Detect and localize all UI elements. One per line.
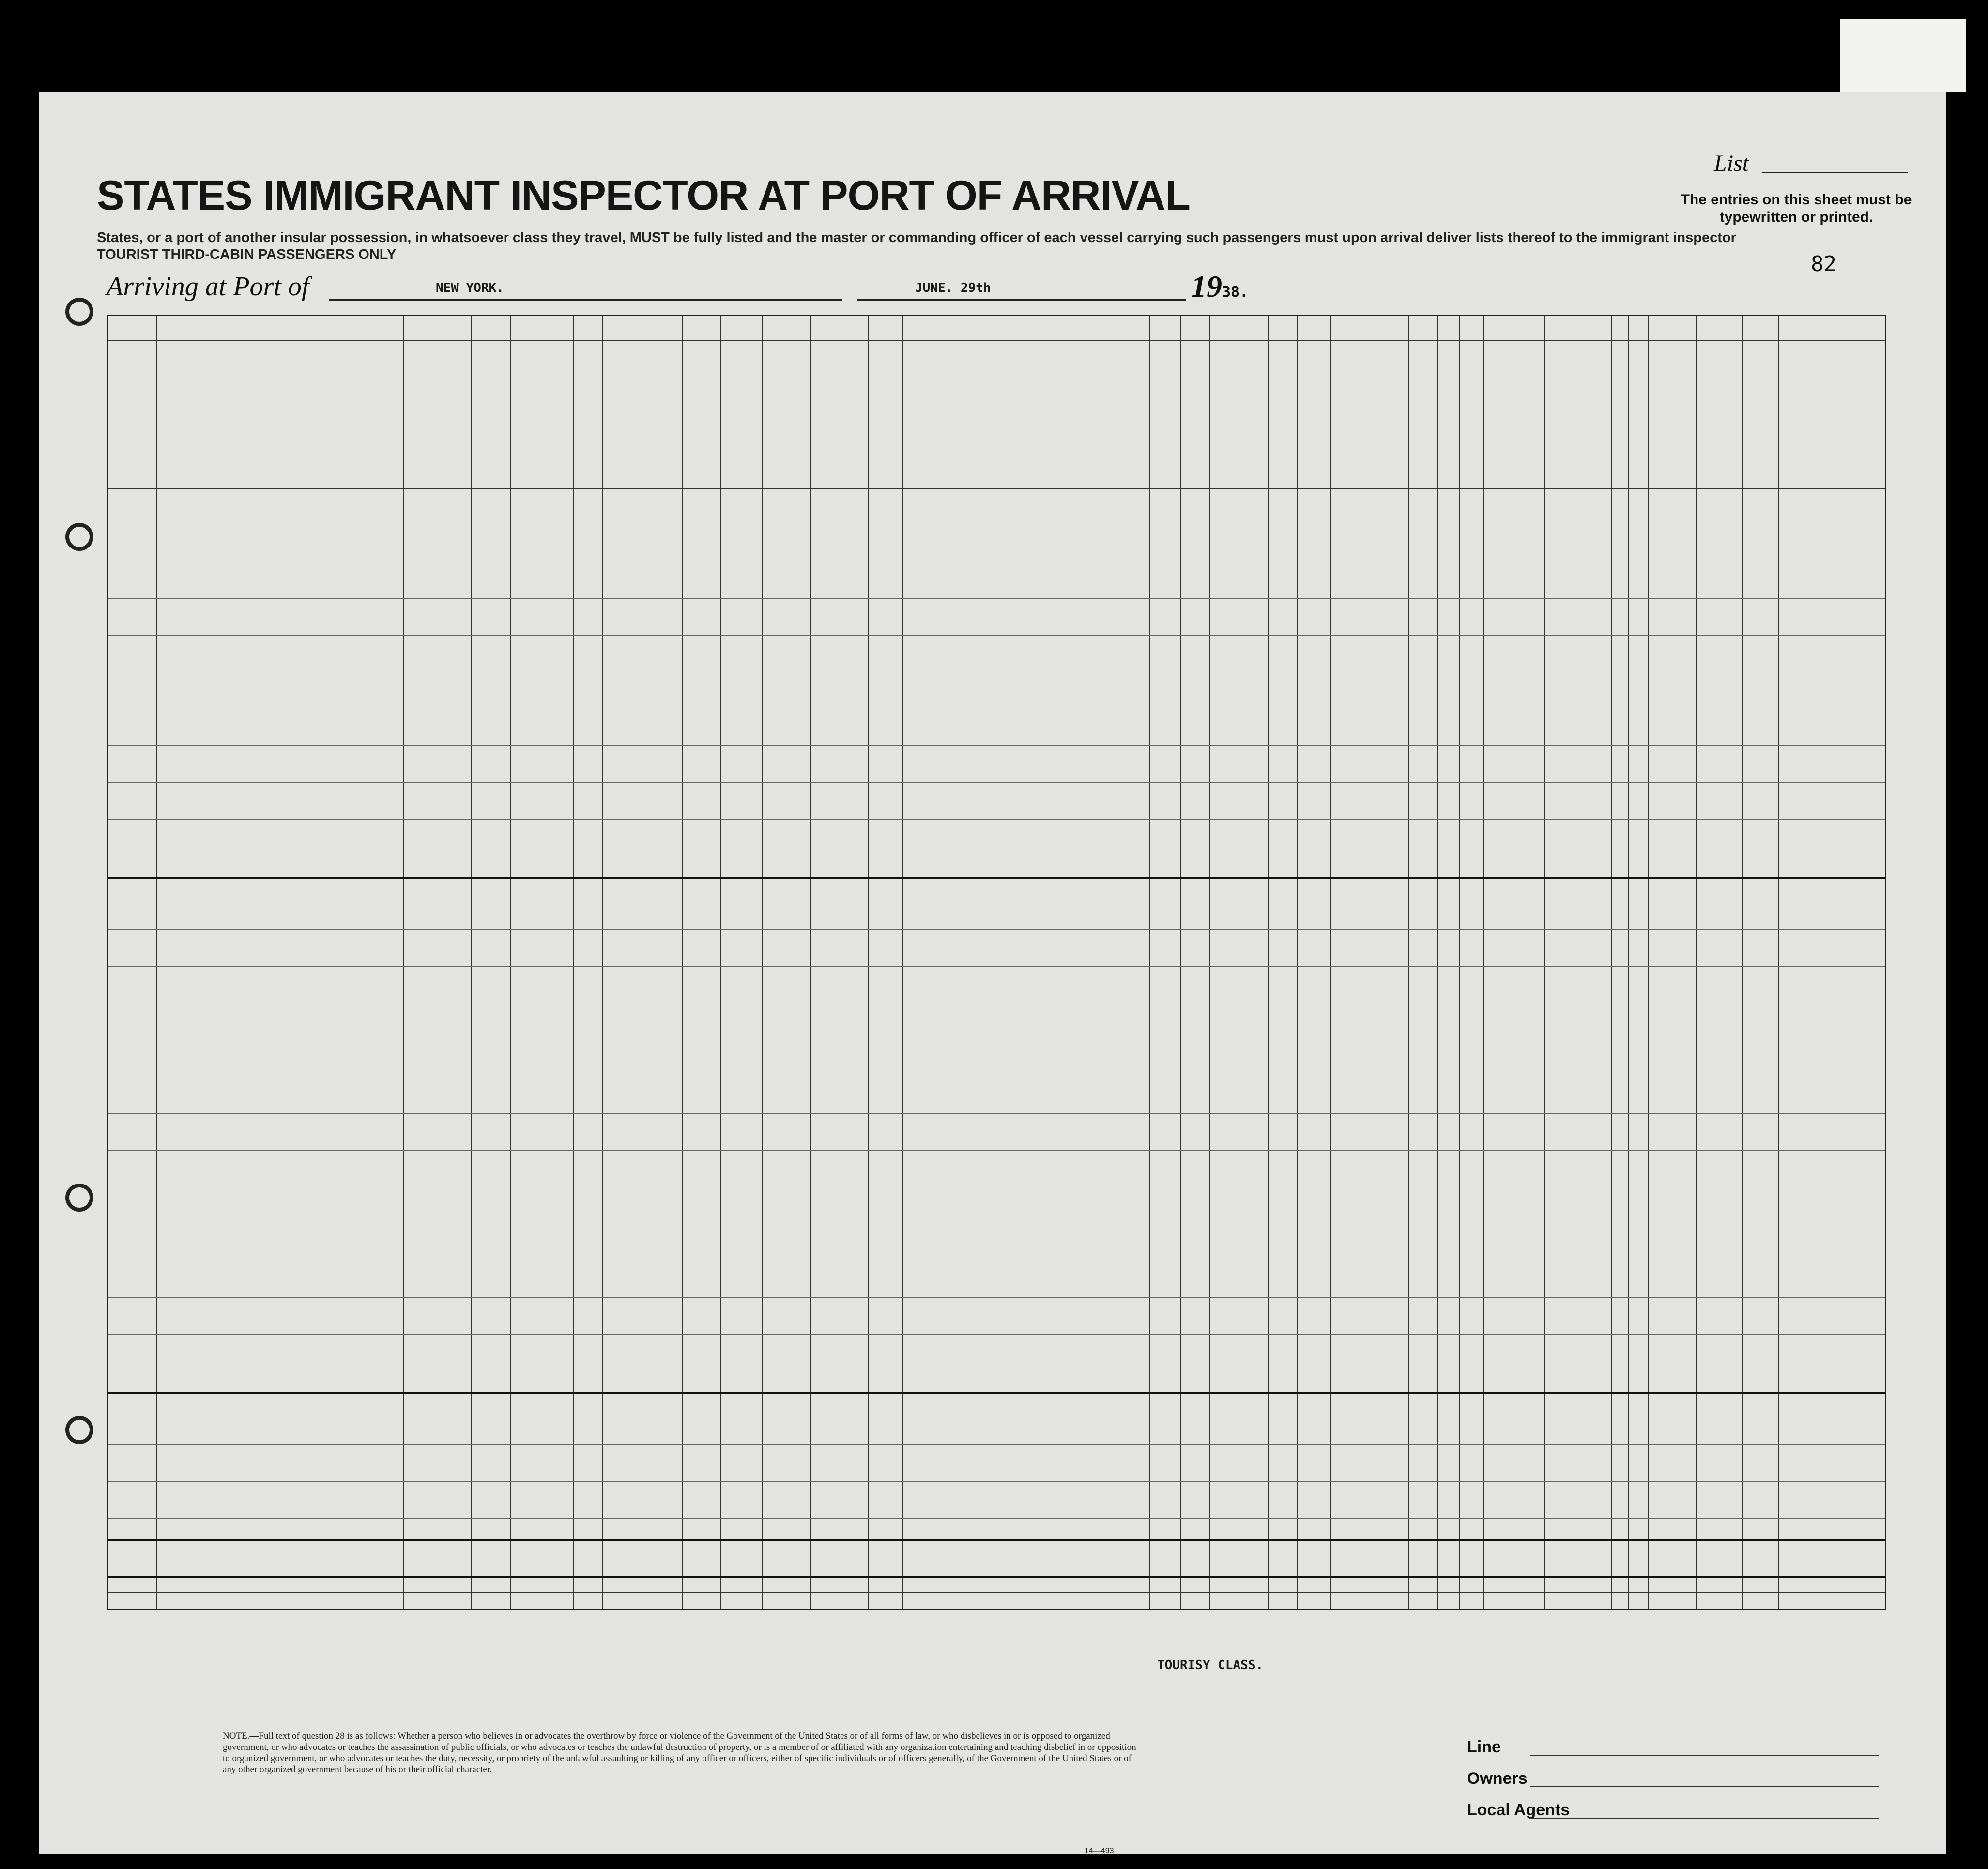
row-rule xyxy=(108,745,1885,746)
row-rule xyxy=(108,1297,1885,1298)
class-stamp: TOURISY CLASS. xyxy=(1157,1658,1264,1672)
binder-hole xyxy=(65,1416,93,1444)
column-rule xyxy=(1437,316,1438,1609)
row-rule xyxy=(108,782,1885,783)
agents-label: Local Agents xyxy=(1467,1801,1570,1819)
column-rule xyxy=(1209,316,1210,1609)
column-rule xyxy=(1149,316,1150,1609)
footnote-q28: NOTE.—Full text of question 28 is as follows: Whether a person who believes in or advocates the overthrow by force or violence of the Government of the United States or of all forms of law, or who disbelieves in or is opposed to organized government, or who advocates or teaches the assassination of public officials, or who advocates or teaches the unlawful destruction of property, or is a member of or affiliated with any organization entertaining and teaching disbelief in or opposition to organized government, or who advocates or teaches the duty, necessity, or propriety of the unlawful assaulting or killing of any officer or officers, either of specific individuals or of officers generally, of the Government of the United States or of any other organized government because of his or their official character. xyxy=(223,1731,1136,1775)
date-line xyxy=(857,299,1186,301)
header-anarchist xyxy=(1301,350,1326,486)
column-rule xyxy=(902,316,903,1609)
header-labor-offer xyxy=(1410,350,1437,486)
agents-field xyxy=(1530,1818,1879,1819)
header-overthrow xyxy=(1335,350,1403,486)
page-title: STATES IMMIGRANT INSPECTOR AT PORT OF ARRIVAL xyxy=(97,172,1190,219)
column-rule xyxy=(1648,316,1649,1609)
header-purpose-citizen xyxy=(1212,350,1239,486)
typewritten-note: The entries on this sheet must be typewritten or printed. xyxy=(1681,192,1912,225)
year-field xyxy=(1191,269,1248,304)
column-rule xyxy=(156,316,157,1609)
header-purpose-return xyxy=(1151,350,1178,486)
row-rule xyxy=(108,966,1885,967)
column-rule xyxy=(1483,316,1484,1609)
paper-edge xyxy=(1840,19,1966,92)
row-rule xyxy=(108,1334,1885,1335)
column-rule xyxy=(510,316,511,1609)
sheet-number: 82 xyxy=(1811,252,1836,276)
header-polygamist xyxy=(1272,350,1294,486)
column-rule xyxy=(1408,316,1409,1609)
row-rule xyxy=(108,1592,1885,1593)
column-rule xyxy=(602,316,603,1609)
header-excluded xyxy=(1439,350,1459,486)
arriving-label: Arriving at Port of xyxy=(107,272,309,302)
strike-line xyxy=(108,877,1885,879)
binder-hole xyxy=(65,298,93,326)
manifest-table xyxy=(107,315,1886,1610)
instructions-text: States, or a port of another insular possession, in whatsoever class they travel, MUST be fully listed and the master or commanding officer of each vessel carrying such passengers must upon arrival deliver lists thereof to the immigrant inspector xyxy=(97,230,1736,245)
column-rule xyxy=(868,316,869,1609)
row-rule xyxy=(108,1150,1885,1151)
column-rule xyxy=(1696,316,1697,1609)
year-suffix: 38. xyxy=(1222,284,1249,301)
column-rule xyxy=(403,316,404,1609)
column-rule xyxy=(1544,316,1545,1609)
column-rule xyxy=(573,316,574,1609)
column-rule xyxy=(762,316,763,1609)
column-rule xyxy=(1778,316,1779,1609)
binder-hole xyxy=(65,523,93,551)
list-label: List xyxy=(1714,151,1749,176)
header-rule xyxy=(108,340,1885,341)
column-rule xyxy=(1330,316,1331,1609)
column-rule xyxy=(1459,316,1460,1609)
form-number: 14—493 xyxy=(1085,1847,1114,1855)
row-rule xyxy=(108,929,1885,930)
date-value: JUNE. 29th xyxy=(915,281,991,295)
list-number-line xyxy=(1762,172,1908,173)
column-rule xyxy=(1180,316,1181,1609)
class-line: TOURIST THIRD-CABIN PASSENGERS ONLY xyxy=(97,247,397,262)
row-rule xyxy=(108,1518,1885,1519)
column-rule xyxy=(1628,316,1629,1609)
header-deported xyxy=(1461,350,1483,486)
row-rule xyxy=(108,819,1885,820)
column-rule xyxy=(1742,316,1743,1609)
line-label: Line xyxy=(1467,1738,1501,1756)
column-rule xyxy=(1611,316,1612,1609)
port-value: NEW YORK. xyxy=(436,281,504,295)
column-rule xyxy=(1297,316,1298,1609)
line-field xyxy=(1530,1755,1879,1756)
header-fifty-dollars xyxy=(687,350,716,486)
strike-line xyxy=(108,1392,1885,1394)
header-ticket xyxy=(577,350,601,486)
binder-hole xyxy=(65,1184,93,1212)
header-rule xyxy=(108,488,1885,489)
header-prison xyxy=(1241,350,1268,486)
row-rule xyxy=(108,635,1885,636)
column-rule xyxy=(471,316,472,1609)
owners-field xyxy=(1530,1786,1879,1787)
port-line xyxy=(329,299,842,301)
column-rule xyxy=(720,316,721,1609)
row-rule xyxy=(108,598,1885,599)
row-rule xyxy=(108,1113,1885,1114)
year-prefix: 19 xyxy=(1191,269,1222,304)
owners-label: Owners xyxy=(1467,1769,1528,1788)
strike-line xyxy=(108,1539,1885,1541)
column-rule xyxy=(1268,316,1269,1609)
strike-line xyxy=(108,1576,1885,1578)
column-rule xyxy=(810,316,811,1609)
column-rule xyxy=(682,316,683,1609)
row-rule xyxy=(108,1481,1885,1482)
row-rule xyxy=(108,1444,1885,1445)
header-purpose-length xyxy=(1183,350,1209,486)
